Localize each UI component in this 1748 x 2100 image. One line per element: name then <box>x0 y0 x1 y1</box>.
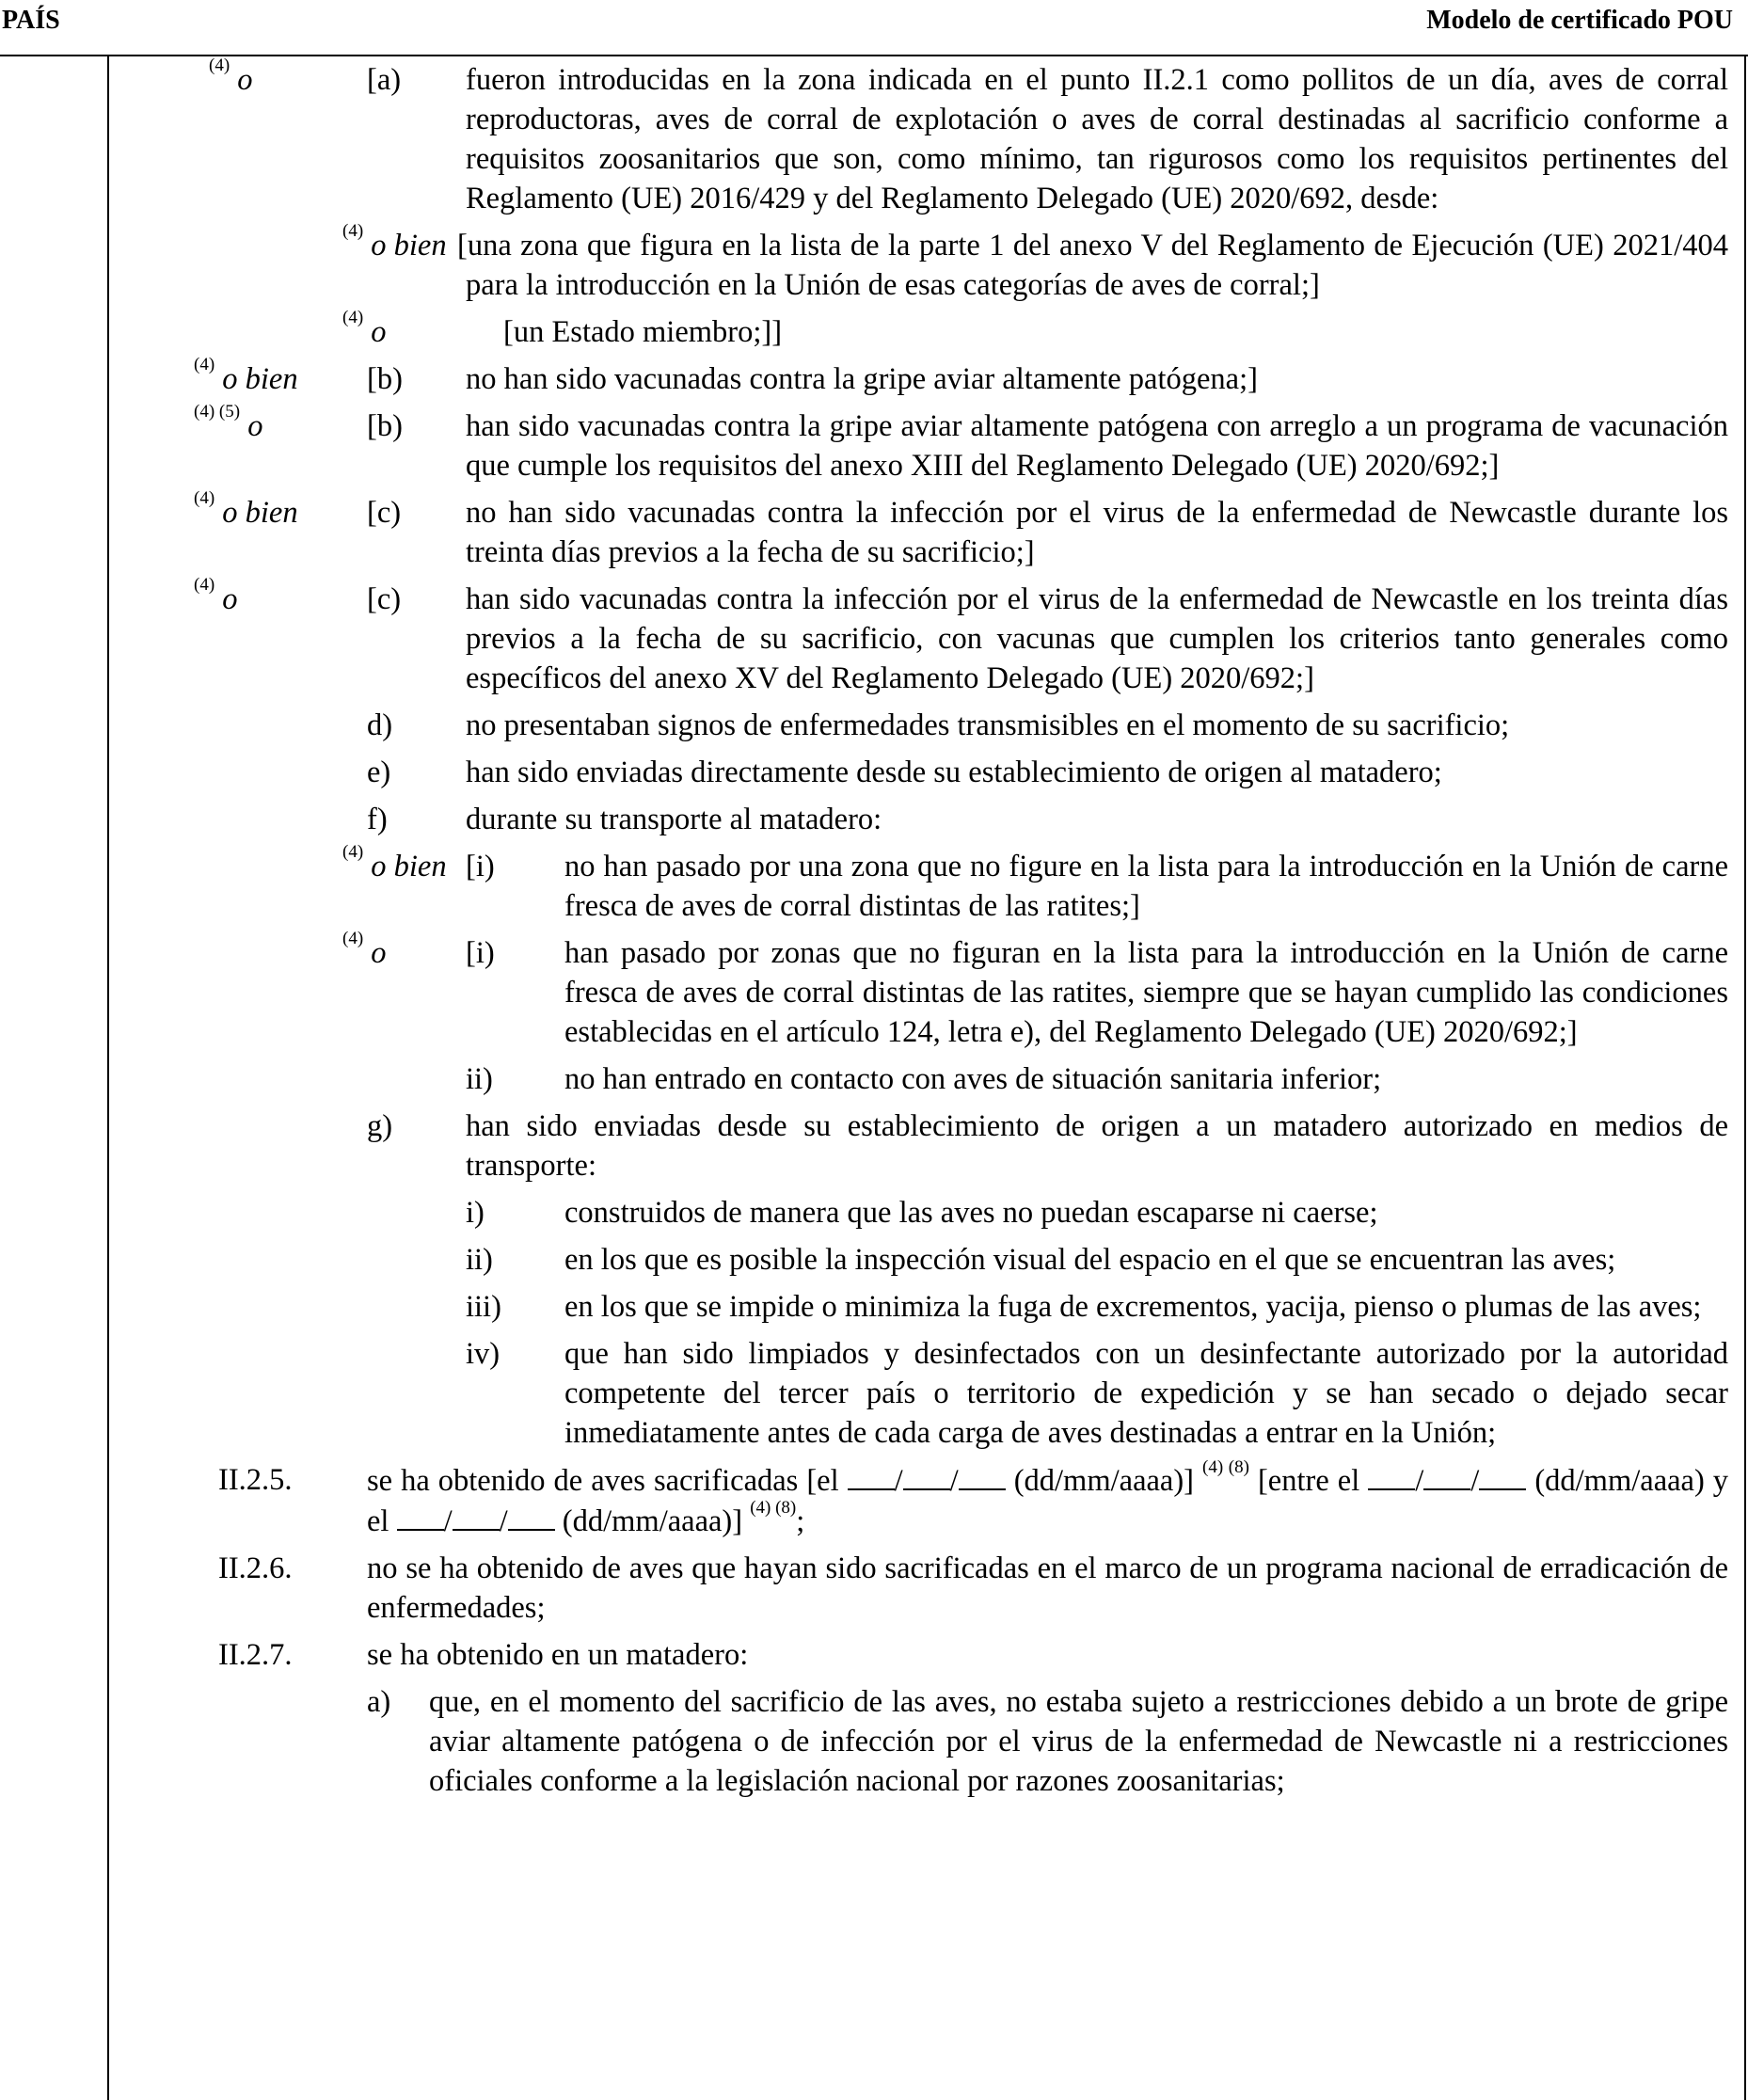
item-text: no han sido vacunadas contra la infección por el virus de la enfermedad de Newcastle durante los treinta días previos a la fecha de su sacrificio;] <box>466 496 1728 569</box>
item-text: han sido enviadas directamente desde su establecimiento de origen al matadero; <box>466 756 1442 789</box>
item-label: a) <box>367 1685 391 1719</box>
list-item <box>0 1240 1748 1280</box>
list-item <box>0 308 1748 352</box>
item-text: han sido vacunadas contra la gripe aviar altamente patógena con arreglo a un programa de vacunación que cumple los requisitos del anexo XIII del Reglamento Delegado (UE) 2020/692;] <box>466 409 1728 483</box>
item-text: que, en el momento del sacrificio de las aves, no estaba sujeto a restricciones debido a un brote de gripe aviar altamente patógena o de infección por el virus de la enfermedad de Newcastle ni a restricciones oficiales conforme a la legislación nacional por razones zoosanitarias; <box>429 1685 1728 1798</box>
item-label: [c) <box>367 496 402 530</box>
list-item <box>0 56 1748 218</box>
date-to-day-field[interactable] <box>397 1501 444 1531</box>
item-text: no han sido vacunadas contra la gripe aviar altamente patógena;] <box>466 362 1258 396</box>
item-text: que han sido limpiados y desinfectados con un desinfectante autorizado por la autoridad competente del tercer país o territorio de expedición y se han secado o dejado secar inmediatamente antes de cada carga de aves destinadas a entrar en la Unión; <box>564 1337 1728 1450</box>
section-number: II.2.6. <box>218 1551 293 1585</box>
list-item <box>0 221 1748 305</box>
header-country: PAÍS <box>2 6 60 35</box>
item-label: ii) <box>466 1062 493 1096</box>
item-label: [i) <box>466 850 495 883</box>
date-year-field[interactable] <box>959 1460 1006 1490</box>
item-label: ii) <box>466 1243 493 1277</box>
item-text: no han entrado en contacto con aves de situación sanitaria inferior; <box>564 1062 1382 1096</box>
list-item <box>0 1059 1748 1099</box>
list-item <box>0 575 1748 698</box>
option-marker: $^{(4)}$ o bien <box>342 842 447 883</box>
date-month-field[interactable] <box>903 1460 950 1490</box>
option-marker: $^{(4)}$ o <box>342 308 387 349</box>
item-label: [b) <box>367 362 403 396</box>
section-item <box>0 1549 1748 1628</box>
option-marker: $^{(4)}$ o bien <box>194 355 298 396</box>
item-label: [c) <box>367 582 402 616</box>
list-item <box>0 929 1748 1052</box>
item-label: f) <box>367 803 388 836</box>
list-item <box>0 706 1748 745</box>
list-item <box>0 1193 1748 1233</box>
item-label: e) <box>367 756 391 789</box>
item-text: han sido enviadas desde su establecimiento de origen a un matadero autorizado en medios de transporte: <box>466 1109 1728 1183</box>
date-to-month-field[interactable] <box>453 1501 500 1531</box>
section-number: II.2.7. <box>218 1638 293 1672</box>
item-label: d) <box>367 708 393 742</box>
list-item <box>0 842 1748 926</box>
header-certificate-model: Modelo de certificado POU <box>1426 6 1733 35</box>
option-marker: $^{(4)}$ o <box>194 575 238 616</box>
item-label: i) <box>466 1196 485 1230</box>
item-text: [un Estado miembro;]] <box>503 315 783 349</box>
list-item <box>0 1106 1748 1185</box>
section-item <box>0 1635 1748 1675</box>
option-marker: $^{(4)}$ o <box>342 929 387 970</box>
list-item <box>0 1334 1748 1453</box>
certificate-body <box>0 55 1748 1801</box>
option-marker: $^{(4)}$ o bien <box>194 488 298 530</box>
item-text: no han pasado por una zona que no figure en la lista para la introducción en la Unión de carne fresca de aves de corral distintas de las ratites;] <box>564 850 1728 923</box>
item-text: construidos de manera que las aves no puedan escaparse ni caerse; <box>564 1196 1378 1230</box>
item-label: [b) <box>367 409 403 443</box>
date-to-year-field[interactable] <box>508 1501 555 1531</box>
option-marker: $^{(4)}$ o bien <box>342 221 447 262</box>
section-text: se ha obtenido en un matadero: <box>367 1638 749 1672</box>
item-text: [una zona que figura en la lista de la parte 1 del anexo V del Reglamento de Ejecución (UE) 2021/404 para la introducción en la Unión de esas categorías de aves de corral;] <box>457 229 1728 302</box>
date-day-field[interactable] <box>848 1460 895 1490</box>
list-item <box>0 1287 1748 1327</box>
section-item <box>0 1457 1748 1541</box>
item-label: g) <box>367 1109 393 1143</box>
item-text: no presentaban signos de enfermedades transmisibles en el momento de su sacrificio; <box>466 708 1510 742</box>
date-from-day-field[interactable] <box>1368 1460 1415 1490</box>
item-label: iii) <box>466 1290 501 1324</box>
option-marker: $^{(4)}$ o <box>209 56 253 97</box>
list-item <box>0 1682 1748 1801</box>
list-item <box>0 488 1748 572</box>
section-text: se ha obtenido de aves sacrificadas [el / / (dd/mm/aaaa)] $^{(4) (8)}$ [entre el / / (dd/mm/aaaa) y el / / (dd/mm/aaaa)] $^{(4) (8)}$; <box>367 1457 1729 1538</box>
item-label: [i) <box>466 936 495 970</box>
list-item <box>0 355 1748 399</box>
section-number: II.2.5. <box>218 1463 293 1497</box>
item-label: [a) <box>367 63 402 97</box>
item-text: fueron introducidas en la zona indicada en el punto II.2.1 como pollitos de un día, aves de corral reproductoras, aves de corral de explotación o aves de corral destinadas al sacrificio conforme a requisitos zoosanitarios que son, como mínimo, tan rigurosos como los requisitos pertinentes del Reglamento (UE) 2016/429 y del Reglamento Delegado (UE) 2020/692, desde: <box>466 63 1728 215</box>
item-text: han pasado por zonas que no figuran en la lista para la introducción en la Unión de carne fresca de aves de corral distintas de las ratites, siempre que se hayan cumplido las condiciones establecidas en el artículo 124, letra e), del Reglamento Delegado (UE) 2020/692;] <box>564 936 1728 1049</box>
item-label: iv) <box>466 1337 501 1371</box>
date-from-month-field[interactable] <box>1423 1460 1470 1490</box>
list-item <box>0 402 1748 485</box>
item-text: han sido vacunadas contra la infección por el virus de la enfermedad de Newcastle en los treinta días previos a la fecha de su sacrificio, con vacunas que cumplen los criterios tanto generales como específicos del anexo XV del Reglamento Delegado (UE) 2020/692;] <box>466 582 1728 695</box>
list-item <box>0 753 1748 792</box>
list-item <box>0 800 1748 839</box>
date-from-year-field[interactable] <box>1479 1460 1526 1490</box>
item-text: durante su transporte al matadero: <box>466 803 882 836</box>
option-marker: $^{(4) (5)}$ o <box>194 402 263 443</box>
item-text: en los que es posible la inspección visual del espacio en el que se encuentran las aves; <box>564 1243 1616 1277</box>
item-text: en los que se impide o minimiza la fuga de excrementos, yacija, pienso o plumas de las aves; <box>564 1290 1702 1324</box>
section-text: no se ha obtenido de aves que hayan sido sacrificadas en el marco de un programa nacional de erradicación de enfermedades; <box>367 1551 1728 1625</box>
